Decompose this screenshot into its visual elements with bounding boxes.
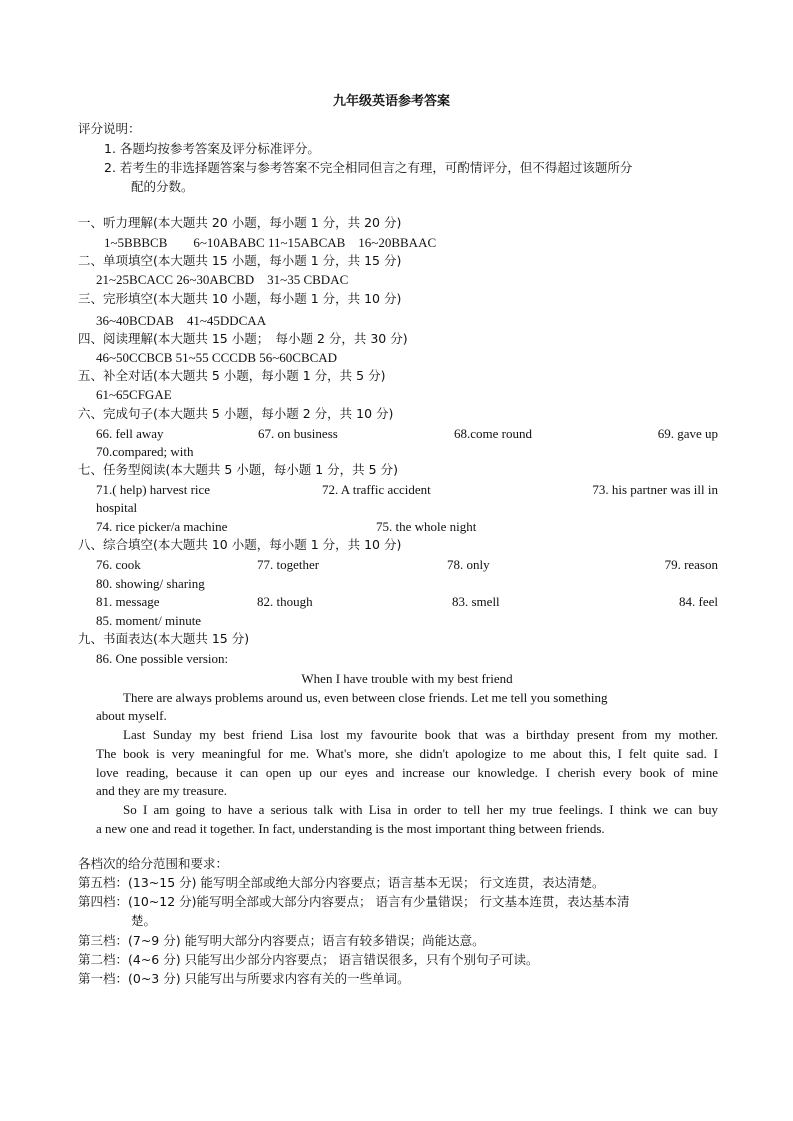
essay-intro: 86. One possible version:: [96, 651, 229, 666]
essay-p1-line2: about myself.: [96, 708, 167, 723]
answer-80: 80. showing/ sharing: [96, 576, 205, 591]
answer-68: 68.come round: [454, 426, 532, 441]
essay-p1-line1: There are always problems around us, even between close friends. Let me tell you something: [123, 690, 608, 705]
answer-70: 70.compared; with: [96, 444, 194, 459]
answer-72: 72. A traffic accident: [322, 482, 431, 497]
section-5-answers: 61~65CFGAE: [96, 387, 172, 402]
grade-band-2: 第二档：(4~6 分) 只能写出少部分内容要点； 语言错误很多，只有个别句子可读。: [78, 952, 539, 967]
section-7-answers-row-2: [96, 518, 718, 536]
answer-73: 73. his partner was ill in: [592, 482, 718, 497]
section-1-answers: 1~5BBBCB 6~10ABABC 11~15ABCAB 16~20BBAAC: [104, 235, 437, 250]
grade-band-4: 第四档：(10~12 分)能写明全部或大部分内容要点； 语言有少量错误； 行文基本连贯，表达基本清: [78, 894, 630, 909]
answer-77: 77. together: [257, 557, 320, 572]
section-4-heading: 四、阅读理解(本大题共 15 小题； 每小题 2 分，共 30 分): [78, 331, 408, 346]
page-title: 九年级英语参考答案: [333, 94, 451, 109]
answer-73-cont: hospital: [96, 500, 138, 515]
grade-band-1: 第一档：(0~3 分) 只能写出与所要求内容有关的一些单词。: [78, 971, 410, 986]
grade-band-5: 第五档：(13~15 分) 能写明全部或绝大部分内容要点；语言基本无误； 行文连贯，表达清楚。: [78, 875, 605, 890]
answer-74: 74. rice picker/a machine: [96, 519, 228, 534]
section-7-answers-row: [96, 481, 718, 499]
section-6-answers-row: [96, 425, 718, 443]
scoring-note-1: 1. 各题均按参考答案及评分标准评分。: [104, 141, 320, 156]
answer-81: 81. message: [96, 594, 160, 609]
answer-83: 83. smell: [452, 594, 500, 609]
section-9-heading: 九、书面表达(本大题共 15 分): [78, 631, 250, 646]
scoring-note-2-cont: 配的分数。: [131, 179, 194, 194]
essay-p3-line1: So I am going to have a serious talk with Lisa in order to tell her my true feelings. I think we can buy: [123, 802, 718, 817]
essay-p2-line1: Last Sunday my best friend Lisa lost my favourite book that was a birthday present from my mother.: [123, 727, 718, 742]
essay-p2-line2: The book is very meaningful for me. What's more, she didn't apologize to me about this, I felt quite sad. I: [96, 746, 718, 761]
essay-p2-line3: love reading, because it can open up our eyes and increase our knowledge. I cherish every book of mine: [96, 765, 718, 780]
answer-79: 79. reason: [664, 557, 718, 572]
essay-p2-line4: and they are my treasure.: [96, 783, 228, 798]
answer-76: 76. cook: [96, 557, 141, 572]
answer-85: 85. moment/ minute: [96, 613, 202, 628]
answer-75: 75. the whole night: [376, 519, 477, 534]
essay-title: When I have trouble with my best friend: [301, 671, 513, 686]
section-7-heading: 七、任务型阅读(本大题共 5 小题，每小题 1 分，共 5 分): [78, 462, 398, 477]
section-8-heading: 八、综合填空(本大题共 10 小题，每小题 1 分，共 10 分): [78, 537, 402, 552]
section-3-answers: 36~40BCDAB 41~45DDCAA: [96, 313, 267, 328]
scoring-note-2: 2. 若考生的非选择题答案与参考答案不完全相同但言之有理，可酌情评分，但不得超过该题所分: [104, 160, 633, 175]
essay-p3-line2: a new one and read it together. In fact, understanding is the most important thing between friends.: [96, 821, 605, 836]
answer-84: 84. feel: [679, 594, 718, 609]
scoring-notes-heading: 评分说明：: [78, 121, 141, 136]
section-6-heading: 六、完成句子(本大题共 5 小题，每小题 2 分，共 10 分): [78, 406, 394, 421]
section-2-heading: 二、单项填空(本大题共 15 小题，每小题 1 分，共 15 分): [78, 253, 402, 268]
grading-heading: 各档次的给分范围和要求：: [78, 856, 229, 871]
section-5-heading: 五、补全对话(本大题共 5 小题，每小题 1 分，共 5 分): [78, 368, 386, 383]
section-4-answers: 46~50CCBCB 51~55 CCCDB 56~60CBCAD: [96, 350, 338, 365]
answer-67: 67. on business: [258, 426, 338, 441]
section-3-heading: 三、完形填空(本大题共 10 小题，每小题 1 分，共 10 分): [78, 291, 402, 306]
section-2-answers: 21~25BCACC 26~30ABCBD 31~35 CBDAC: [96, 272, 349, 287]
answer-69: 69. gave up: [657, 426, 718, 441]
section-8-answers-row-1: [96, 556, 718, 574]
answer-82: 82. though: [257, 594, 313, 609]
answer-66: 66. fell away: [96, 426, 164, 441]
grade-band-4-cont: 楚。: [131, 913, 157, 928]
answer-71: 71.( help) harvest rice: [96, 482, 211, 497]
answer-78: 78. only: [447, 557, 490, 572]
section-1-heading: 一、听力理解(本大题共 20 小题，每小题 1 分，共 20 分): [78, 215, 402, 230]
section-8-answers-row-2: [96, 593, 718, 611]
grade-band-3: 第三档：(7~9 分) 能写明大部分内容要点；语言有较多错误；尚能达意。: [78, 933, 485, 948]
